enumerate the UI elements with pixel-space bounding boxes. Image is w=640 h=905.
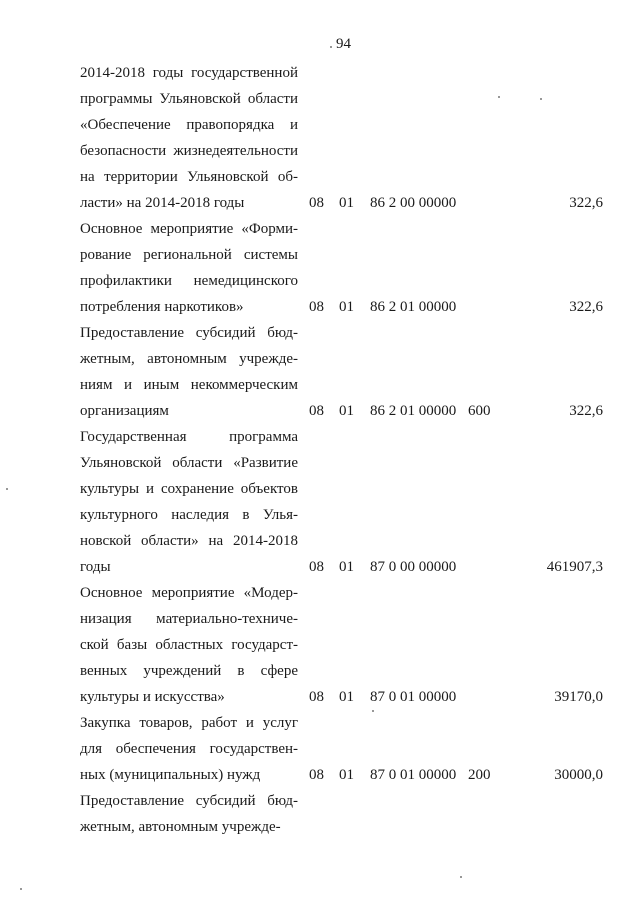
subsection-code: 01 <box>339 403 354 419</box>
target-article-code: 86 2 01 00000 <box>370 299 457 315</box>
table-row <box>0 60 640 216</box>
amount: 39170,0 <box>554 689 603 705</box>
description-line: Основное мероприятие «Модер- <box>80 585 298 601</box>
description-line: жетным, автономным учрежде- <box>80 819 281 835</box>
section-code: 08 <box>309 403 324 419</box>
table-row <box>0 788 640 840</box>
target-article-code: 87 0 01 00000 <box>370 689 457 705</box>
row-description <box>80 320 298 424</box>
amount: 30000,0 <box>554 767 603 783</box>
target-article-code: 87 0 00 00000 <box>370 559 457 575</box>
description-line: культуры и сохранение объектов <box>80 481 298 497</box>
description-line: на территории Ульяновской об- <box>80 169 298 185</box>
description-line: культурного наследия в Улья- <box>80 507 298 523</box>
target-article-code: 87 0 01 00000 <box>370 767 457 783</box>
section-code: 08 <box>309 689 324 705</box>
row-description <box>80 580 298 710</box>
description-line: ных (муниципальных) нужд <box>80 767 261 783</box>
description-line: новской области» на 2014-2018 <box>80 533 298 549</box>
expense-type-code: 200 <box>468 767 491 783</box>
description-line: венных учреждений в сфере <box>80 663 298 679</box>
description-line: рование региональной системы <box>80 247 298 263</box>
description-line: Государственная программа <box>80 429 298 445</box>
subsection-code: 01 <box>339 689 354 705</box>
section-code: 08 <box>309 767 324 783</box>
description-line: ласти» на 2014-2018 годы <box>80 195 245 211</box>
target-article-code: 86 2 00 00000 <box>370 195 457 211</box>
description-line: для обеспечения государствен- <box>80 741 298 757</box>
amount: 322,6 <box>569 403 603 419</box>
description-line: жетным, автономным учрежде- <box>80 351 298 367</box>
description-line: «Обеспечение правопорядка и <box>80 117 298 133</box>
description-line: 2014-2018 годы государственной <box>80 65 298 81</box>
description-line: организациям <box>80 403 169 419</box>
table-row <box>0 710 640 788</box>
subsection-code: 01 <box>339 195 354 211</box>
subsection-code: 01 <box>339 767 354 783</box>
amount: 322,6 <box>569 195 603 211</box>
description-line: низация материально-техниче- <box>80 611 298 627</box>
row-description <box>80 424 298 580</box>
description-line: программы Ульяновской области <box>80 91 298 107</box>
section-code: 08 <box>309 299 324 315</box>
description-line: Закупка товаров, работ и услуг <box>80 715 298 731</box>
description-line: культуры и искусства» <box>80 689 225 705</box>
row-description <box>80 60 298 216</box>
row-description <box>80 710 298 788</box>
description-line: Ульяновской области «Развитие <box>80 455 298 471</box>
amount: 461907,3 <box>546 559 603 575</box>
description-line: годы <box>80 559 111 575</box>
row-description <box>80 788 298 840</box>
page-number: 94 <box>336 36 351 52</box>
section-code: 08 <box>309 195 324 211</box>
subsection-code: 01 <box>339 559 354 575</box>
target-article-code: 86 2 01 00000 <box>370 403 457 419</box>
table-row <box>0 424 640 580</box>
description-line: безопасности жизнедеятельности <box>80 143 298 159</box>
description-line: Предоставление субсидий бюд- <box>80 325 298 341</box>
table-row <box>0 580 640 710</box>
row-description <box>80 216 298 320</box>
section-code: 08 <box>309 559 324 575</box>
description-line: Предоставление субсидий бюд- <box>80 793 298 809</box>
description-line: Основное мероприятие «Форми- <box>80 221 298 237</box>
description-line: профилактики немедицинского <box>80 273 298 289</box>
description-line: ской базы областных государст- <box>80 637 298 653</box>
description-line: потребления наркотиков» <box>80 299 244 315</box>
table-row <box>0 216 640 320</box>
amount: 322,6 <box>569 299 603 315</box>
table-row <box>0 320 640 424</box>
expense-type-code: 600 <box>468 403 491 419</box>
subsection-code: 01 <box>339 299 354 315</box>
description-line: ниям и иным некоммерческим <box>80 377 298 393</box>
